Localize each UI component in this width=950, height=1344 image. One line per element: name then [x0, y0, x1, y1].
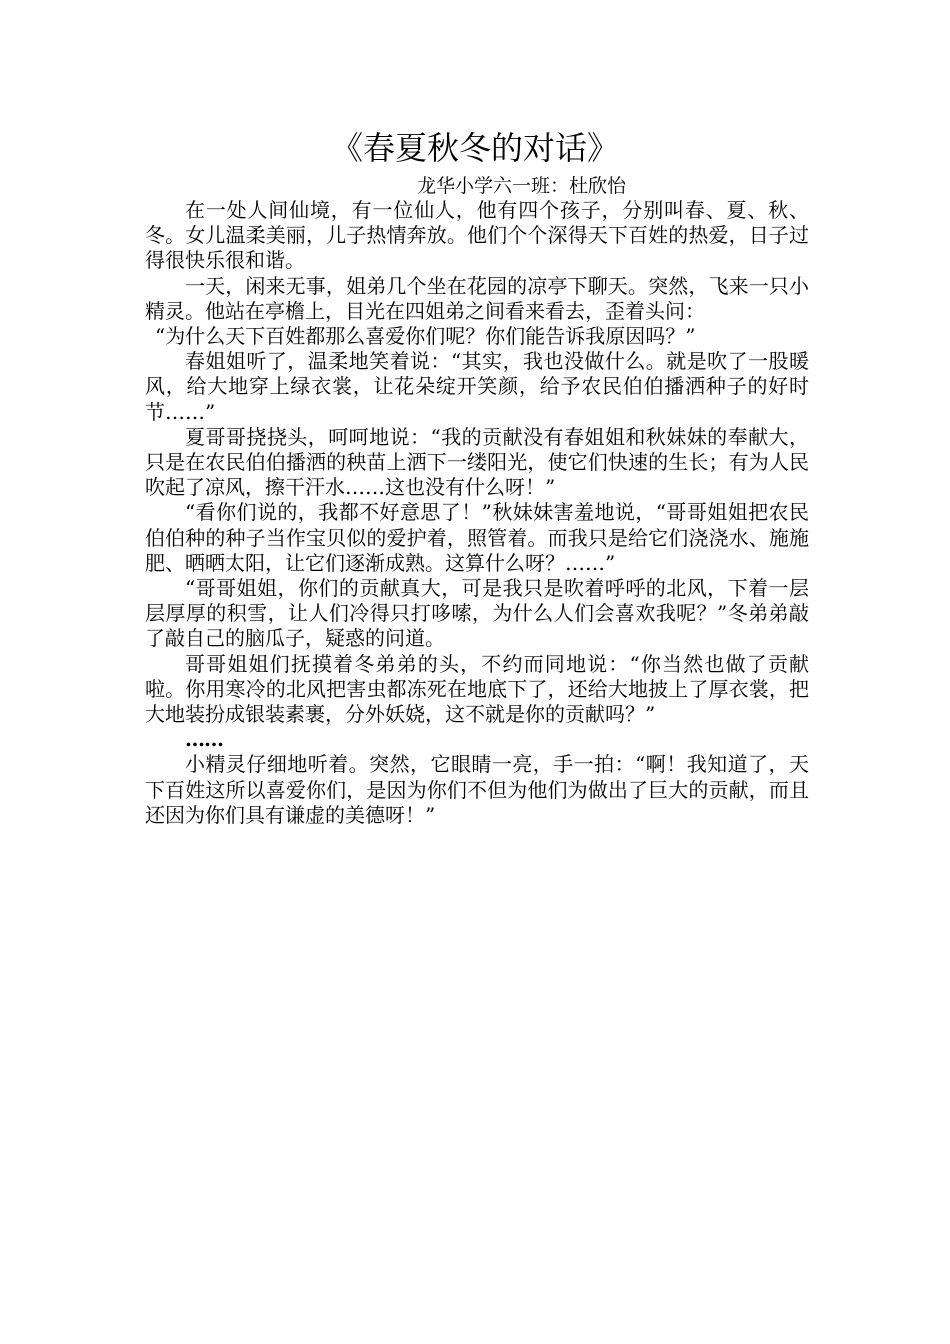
paragraph-3: “为什么天下百姓都那么喜爱你们呢？你们能告诉我原因吗？”: [155, 324, 696, 349]
paragraph-6: “看你们说的，我都不好意思了！”秋妹妹害羞地说，“哥哥姐姐把农民伯伯种的种子当作宝贝似的爱护着，照管着。而我只是给它们浇浇水、施施肥、晒晒太阳，让它们逐渐成熟。这算什么呀？……”: [145, 500, 809, 575]
document-body: [145, 198, 809, 828]
paragraph-4: 春姐姐听了，温柔地笑着说：“其实，我也没做什么。就是吹了一股暖风，给大地穿上绿衣裳，让花朵绽开笑颜，给予农民伯伯播洒种子的好时节……”: [145, 349, 809, 424]
ellipsis-line: ……: [185, 727, 223, 752]
author-line: 龙华小学六一班：杜欣怡: [417, 175, 627, 197]
paragraph-8: 哥哥姐姐们抚摸着冬弟弟的头，不约而同地说：“你当然也做了贡献啦。你用寒冷的北风把害虫都冻死在地底下了，还给大地披上了厚衣裳，把大地装扮成银装素裹，分外妖娆，这不就是你的贡献吗？”: [145, 651, 809, 727]
paragraph-10: 小精灵仔细地听着。突然，它眼睛一亮，手一拍：“啊！我知道了，天下百姓这所以喜爱你们，是因为你们不但为他们为做出了巨大的贡献，而且还因为你们具有谦虚的美德呀！”: [145, 752, 809, 827]
paragraph-7: “哥哥姐姐，你们的贡献真大，可是我只是吹着呼呼的北风，下着一层层厚厚的积雪，让人们冷得只打哆嗦，为什么人们会喜欢我呢？”冬弟弟敲了敲自己的脑瓜子，疑惑的问道。: [145, 576, 809, 651]
paragraph-5: 夏哥哥挠挠头，呵呵地说：“我的贡献没有春姐姐和秋妹妹的奉献大，只是在农民伯伯播洒的秧苗上洒下一缕阳光，使它们快速的生长；有为人民吹起了凉风，擦干汗水……这也没有什么呀！”: [145, 424, 809, 500]
paragraph-1: 在一处人间仙境，有一位仙人，他有四个孩子，分别叫春、夏、秋、冬。女儿温柔美丽，儿子热情奔放。他们个个深得天下百姓的热爱，日子过得很快乐很和谐。: [145, 198, 809, 273]
document-title: 《春夏秋冬的对话》: [330, 129, 619, 167]
paragraph-2: 一天，闲来无事，姐弟几个坐在花园的凉亭下聊天。突然，飞来一只小精灵。他站在亭檐上，目光在四姐弟之间看来看去，歪着头问：: [145, 273, 809, 323]
